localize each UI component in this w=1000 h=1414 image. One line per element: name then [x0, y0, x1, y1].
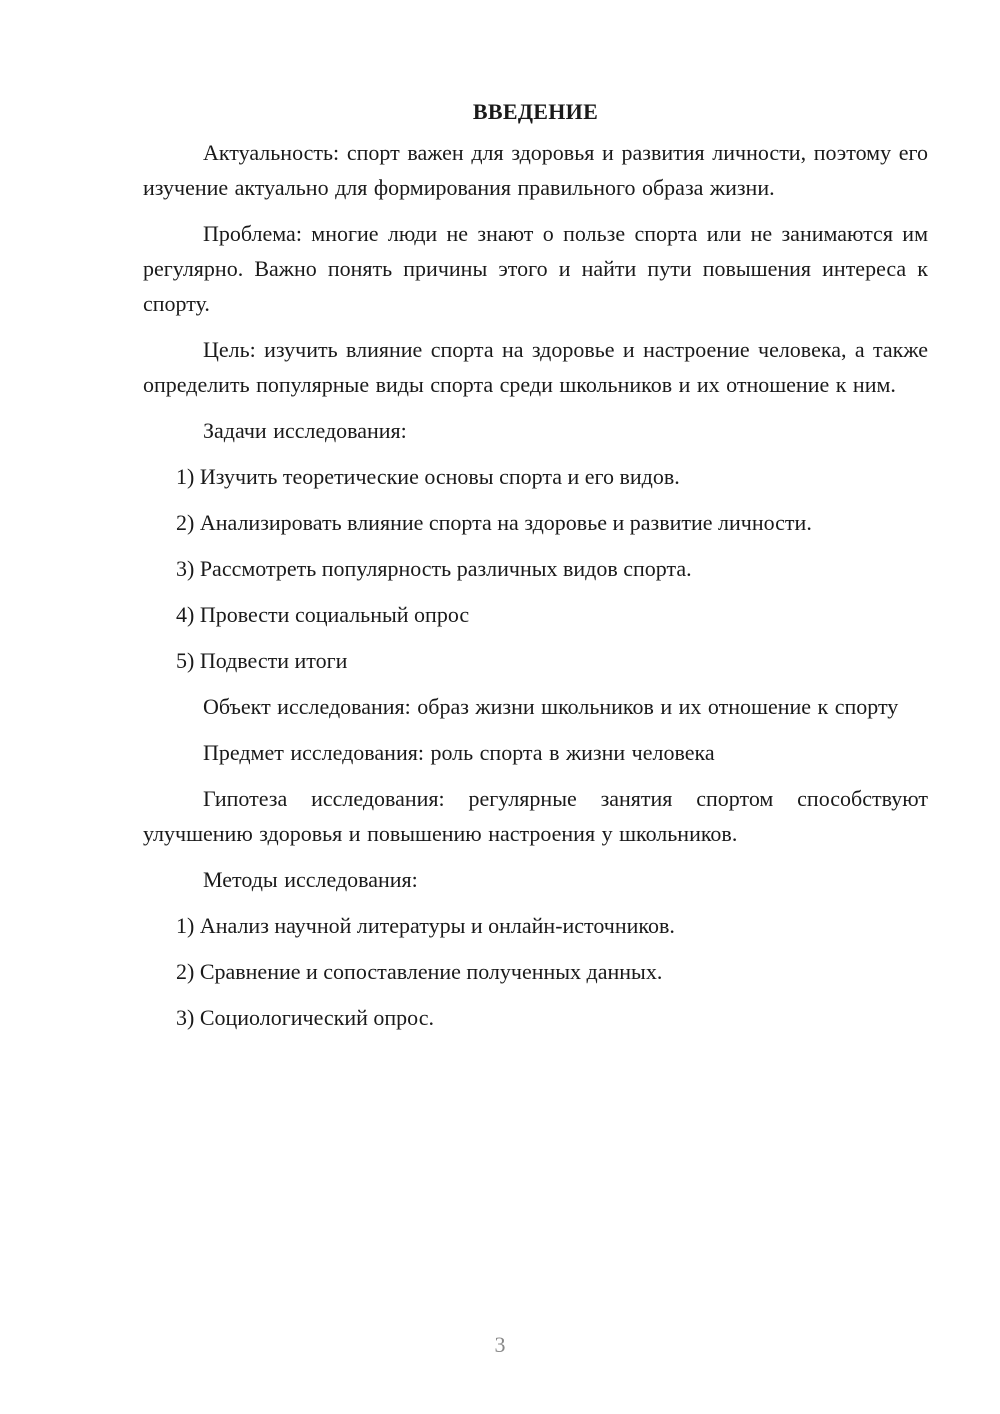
paragraph-subject: Предмет исследования: роль спорта в жизни человека — [203, 740, 715, 765]
section-title: ВВЕДЕНИЕ — [472, 99, 599, 124]
list-item: 1) Анализ научной литературы и онлайн-источников. — [176, 913, 675, 938]
paragraph-object: Объект исследования: образ жизни школьников и их отношение к спорту — [203, 694, 899, 719]
paragraph-problem: Проблема: многие люди не знают о пользе спорта или не занимаются им регулярно. Важно понять причины этого и найти пути повышения интереса к спорту. — [143, 221, 928, 316]
paragraph-goal: Цель: изучить влияние спорта на здоровье и настроение человека, а также определить популярные виды спорта среди школьников и их отношение к ним. — [143, 337, 928, 397]
paragraph-hypothesis: Гипотеза исследования: регулярные занятия спортом способствуют улучшению здоровья и повышению настроения у школьников. — [143, 786, 928, 846]
tasks-heading: Задачи исследования: — [203, 418, 407, 443]
tasks-list — [143, 459, 928, 678]
list-item: 2) Сравнение и сопоставление полученных данных. — [176, 959, 663, 984]
list-item: 5) Подвести итоги — [176, 648, 348, 673]
paragraph-relevance: Актуальность: спорт важен для здоровья и развития личности, поэтому его изучение актуально для формирования правильного образа жизни. — [143, 140, 928, 200]
methods-list — [143, 908, 928, 1035]
page-content — [143, 94, 928, 1046]
list-item: 2) Анализировать влияние спорта на здоровье и развитие личности. — [176, 510, 812, 535]
page-number: 3 — [494, 1332, 506, 1357]
list-item: 1) Изучить теоретические основы спорта и его видов. — [176, 464, 680, 489]
list-item: 4) Провести социальный опрос — [176, 602, 470, 627]
list-item: 3) Социологический опрос. — [176, 1005, 434, 1030]
list-item: 3) Рассмотреть популярность различных видов спорта. — [176, 556, 692, 581]
methods-heading: Методы исследования: — [203, 867, 418, 892]
